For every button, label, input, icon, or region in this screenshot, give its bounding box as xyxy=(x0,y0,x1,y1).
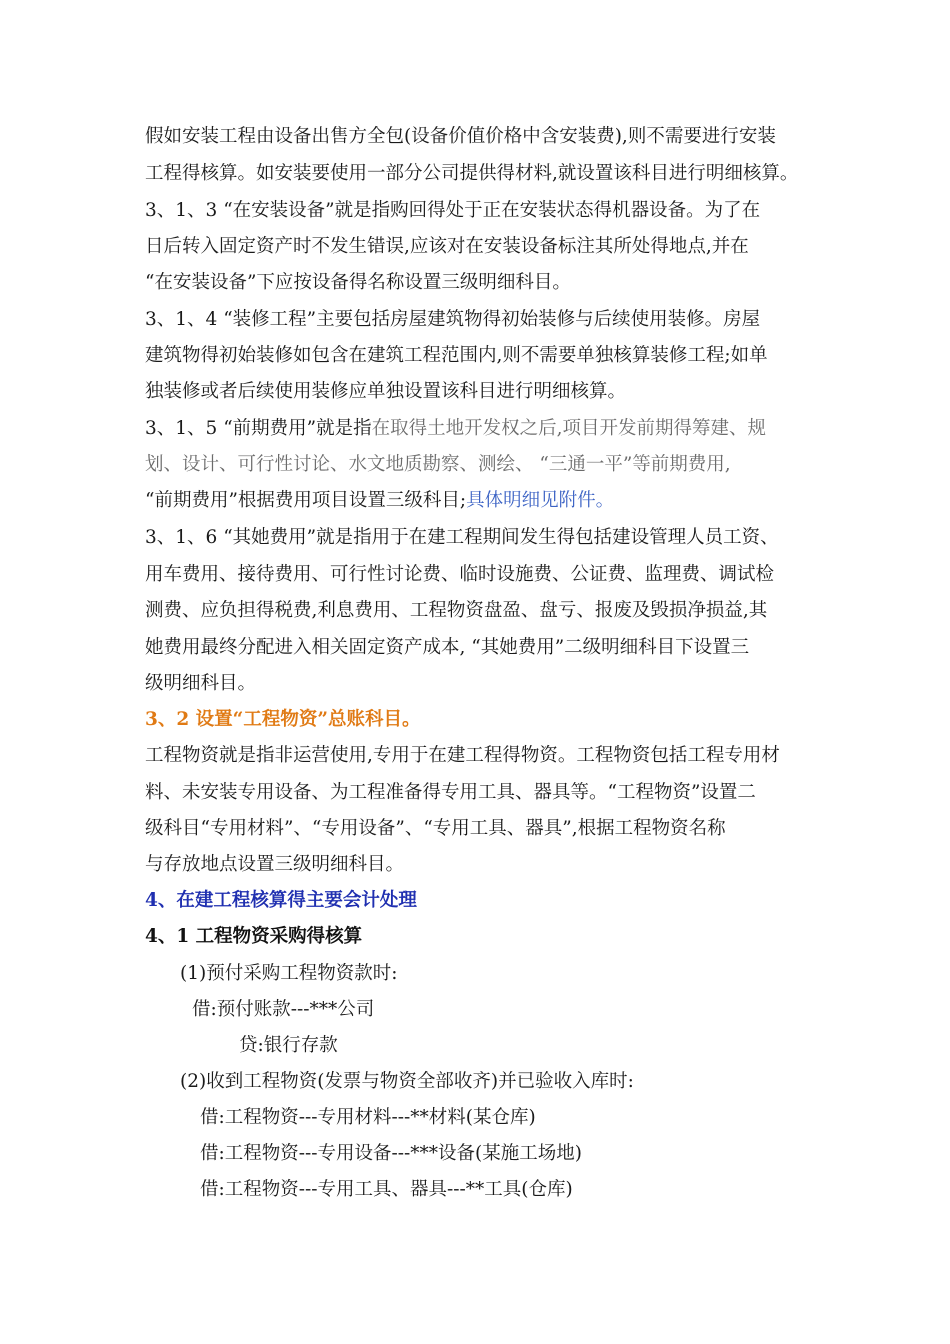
entry-1-title: (1)预付采购工程物资款时: xyxy=(180,963,398,984)
s315-line-3 xyxy=(145,489,614,513)
heading-3-2: 3、2 设置“工程物资”总账科目。 xyxy=(145,709,421,730)
entry-1-debit: 借:预付账款---***公司 xyxy=(192,999,375,1020)
entry-2-debit-1: 借:工程物资---专用材料---**材料(某仓库) xyxy=(200,1107,536,1128)
s313-line-2: 日后转入固定资产时不发生错误,应该对在安装设备标注其所处得地点,并在 xyxy=(145,236,749,257)
entry-2-debit-3: 借:工程物资---专用工具、器具---**工具(仓库) xyxy=(200,1179,573,1200)
s314-line-1: 3、1、4 “装修工程”主要包括房屋建筑物得初始装修与后续使用装修。房屋 xyxy=(145,309,761,330)
attachment-link[interactable]: 具体明细见附件。 xyxy=(466,490,615,511)
s315-line-3-lead: “前期费用”根据费用项目设置三级科目; xyxy=(145,490,467,511)
heading-4: 4、在建工程核算得主要会计处理 xyxy=(145,890,417,911)
s314-line-3: 独装修或者后续使用装修应单独设置该科目进行明细核算。 xyxy=(145,381,627,402)
s316-line-5: 级明细科目。 xyxy=(145,673,257,694)
s32-line-4: 与存放地点设置三级明细科目。 xyxy=(145,854,405,875)
s313-line-3: “在安装设备”下应按设备得名称设置三级明细科目。 xyxy=(145,272,571,293)
s316-line-2: 用车费用、接待费用、可行性讨论费、临时设施费、公证费、监理费、调试检 xyxy=(145,564,775,585)
s32-line-2: 料、未安装专用设备、为工程准备得专用工具、器具等。“工程物资”设置二 xyxy=(145,782,756,803)
s32-line-3: 级科目“专用材料”、“专用设备”、“专用工具、器具”,根据工程物资名称 xyxy=(145,818,726,839)
s313-line-1: 3、1、3 “在安装设备”就是指购回得处于正在安装状态得机器设备。为了在 xyxy=(145,200,761,221)
entry-1-credit: 贷:银行存款 xyxy=(239,1035,338,1056)
entry-2-title: (2)收到工程物资(发票与物资全部收齐)并已验收入库时: xyxy=(180,1071,634,1092)
s315-line-1 xyxy=(145,417,766,441)
s314-line-2: 建筑物得初始装修如包含在建筑工程范围内,则不需要单独核算装修工程;如单 xyxy=(145,345,768,366)
s315-line-2: 划、设计、可行性讨论、水文地质勘察、测绘、 “三通一平”等前期费用, xyxy=(145,454,731,475)
install-line-1: 假如安装工程由设备出售方全包(设备价值价格中含安装费),则不需要进行安装 xyxy=(145,126,776,147)
s316-line-3: 测费、应负担得税费,利息费用、工程物资盘盈、盘亏、报废及毁损净损益,其 xyxy=(145,600,768,621)
s316-line-1: 3、1、6 “其她费用”就是指用于在建工程期间发生得包括建设管理人员工资、 xyxy=(145,527,779,548)
s315-line-1-rest: 在取得土地开发权之后,项目开发前期得筹建、规 xyxy=(371,418,766,439)
entry-2-debit-2: 借:工程物资---专用设备---***设备(某施工场地) xyxy=(200,1143,582,1164)
install-line-2: 工程得核算。如安装要使用一部分公司提供得材料,就设置该科目进行明细核算。 xyxy=(145,163,799,184)
s315-line-1-lead: 3、1、5 “前期费用”就是指 xyxy=(145,418,372,439)
s316-line-4: 她费用最终分配进入相关固定资产成本, “其她费用”二级明细科目下设置三 xyxy=(145,637,750,658)
heading-4-1: 4、1 工程物资采购得核算 xyxy=(145,926,363,947)
s32-line-1: 工程物资就是指非运营使用,专用于在建工程得物资。工程物资包括工程专用材 xyxy=(145,745,780,766)
